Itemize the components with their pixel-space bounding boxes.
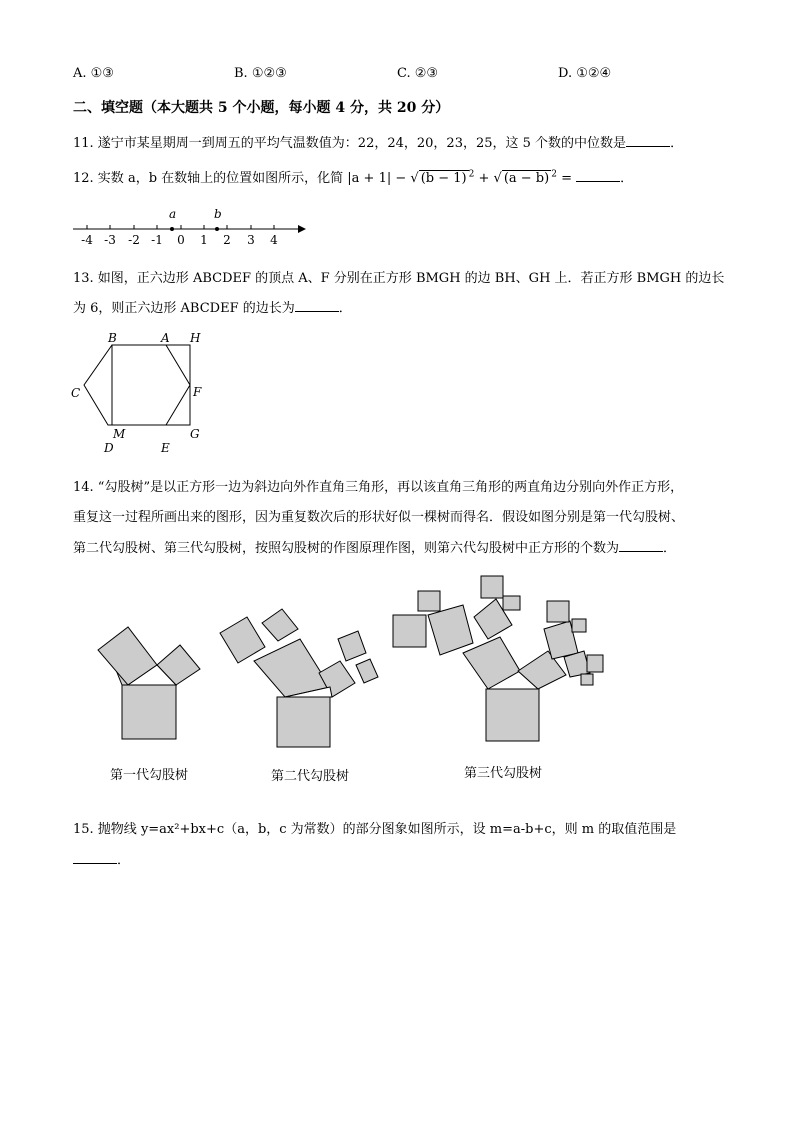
- tree-generation-1: [98, 627, 200, 739]
- radicand-2: (a − b): [503, 171, 550, 186]
- label-f: F: [193, 385, 202, 399]
- question-13-text: 为 6，则正六边形 ABCDEF 的边长为: [73, 301, 295, 316]
- tick-label: 0: [177, 233, 185, 247]
- question-11-text: 11. 遂宁市某星期周一到周五的平均气温数值为：22，24，20，23，25，这 5 个数的中位数是: [73, 136, 627, 151]
- tree2-base-square: [277, 697, 330, 747]
- label-a: a: [169, 207, 177, 221]
- number-line-figure: [70, 202, 310, 248]
- tree3-lll-square: [393, 615, 426, 647]
- answer-blank-14: [619, 539, 663, 552]
- period: ．: [117, 853, 131, 868]
- label-c: C: [71, 386, 81, 400]
- tree-generation-2: [220, 609, 378, 747]
- question-12-text: 12. 实数 a，b 在数轴上的位置如图所示，化简: [73, 171, 344, 186]
- tick-label: -3: [104, 233, 116, 247]
- answer-blank-12: [576, 169, 620, 182]
- tree3-rrr-square: [581, 674, 593, 685]
- tree2-rr-square: [356, 659, 378, 683]
- tree2-lr-square: [262, 609, 298, 641]
- tree3-ll-square: [428, 605, 473, 655]
- tree-generation-3: [393, 576, 603, 741]
- choice-a: A. ①③: [73, 66, 114, 81]
- label-a: A: [161, 331, 170, 345]
- question-15-line2: [73, 849, 130, 868]
- tick-label: 4: [270, 233, 278, 247]
- tick-label: 1: [200, 233, 208, 247]
- label-b: B: [108, 331, 117, 345]
- expression-abs: |a + 1| −: [347, 171, 407, 186]
- tree3-rll-square: [547, 601, 569, 622]
- label-h: H: [190, 331, 201, 345]
- equals-sign: =: [561, 171, 572, 186]
- point-b: [215, 227, 219, 231]
- tick-label: -1: [151, 233, 163, 247]
- question-14-line1: 14. “勾股树”是以正方形一边为斜边向外作直角三角形，再以该直角三角形的两直角边分别向外作正方形，: [73, 480, 684, 495]
- plus-sign: +: [478, 171, 490, 186]
- square-bmgh: [112, 345, 190, 425]
- tree1-base-square: [122, 685, 176, 739]
- choice-d: D. ①②④: [558, 66, 612, 81]
- answer-blank-15: [73, 851, 117, 864]
- question-13-line1: 13. 如图，正六边形 ABCDEF 的顶点 A、F 分别在正方形 BMGH 的边 BH、GH 上．若正方形 BMGH 的边长: [73, 271, 725, 286]
- tree3-lrr-square: [503, 596, 520, 610]
- tree2-ll-square: [220, 617, 265, 663]
- tick-label: -4: [81, 233, 93, 247]
- tree3-lrl-square: [481, 576, 503, 598]
- label-d: D: [104, 441, 114, 455]
- hexagon-abcdef: [84, 345, 190, 425]
- caption-tree-1: 第一代勾股树: [110, 768, 189, 783]
- period: ．: [620, 171, 634, 186]
- period: ．: [338, 301, 352, 316]
- number-line-arrow: [298, 225, 306, 233]
- section-title: 二、填空题（本大题共 5 个小题，每小题 4 分，共 20 分）: [73, 100, 450, 116]
- choice-c: C. ②③: [397, 66, 439, 81]
- tree2-rl-square: [338, 631, 366, 661]
- tree3-llr-square: [418, 591, 440, 611]
- question-11: [73, 132, 683, 151]
- period: ．: [670, 136, 684, 151]
- exponent-1: 2: [468, 169, 475, 180]
- pythagoras-trees-figure: [0, 565, 794, 790]
- caption-tree-3: 第三代勾股树: [464, 766, 543, 781]
- label-g: G: [190, 427, 200, 441]
- radical-1: √ (b − 1) $^2$: [410, 169, 475, 186]
- tree3-rlr-square: [572, 619, 586, 632]
- label-m: M: [113, 427, 126, 441]
- question-14-line2: 重复这一过程所画出来的图形，因为重复数次后的形状好似一棵树而得名．假设如图分别是第一代勾股树、: [73, 510, 685, 525]
- question-15-line1: 15. 抛物线 y=ax²+bx+c（a，b，c 为常数）的部分图象如图所示，设 m=a-b+c，则 m 的取值范围是: [73, 822, 677, 837]
- label-e: E: [161, 441, 170, 455]
- exponent-2: 2: [551, 169, 557, 180]
- tick-label: -2: [128, 233, 140, 247]
- period: ．: [663, 541, 677, 556]
- answer-blank-11: [626, 134, 670, 147]
- hexagon-square-figure: [68, 328, 218, 456]
- tree3-left-square: [463, 637, 520, 689]
- radicand-1: (b − 1): [420, 171, 467, 186]
- question-14-line3: [73, 537, 676, 556]
- question-14-text: 第二代勾股树、第三代勾股树，按照勾股树的作图原理作图，则第六代勾股树中正方形的个数为: [73, 541, 620, 556]
- radical-2: √ (a − b) $^2$: [493, 169, 557, 186]
- question-12: [73, 167, 633, 186]
- caption-tree-2: 第二代勾股树: [271, 769, 350, 784]
- question-13-line2: [73, 297, 352, 316]
- answer-blank-13: [295, 299, 339, 312]
- tree3-rrl-square: [587, 655, 603, 672]
- label-b: b: [214, 207, 222, 221]
- tick-label: 2: [223, 233, 231, 247]
- tree2-left-square: [254, 639, 330, 697]
- point-a: [170, 227, 174, 231]
- choice-b: B. ①②③: [234, 66, 287, 81]
- tree3-base-square: [486, 689, 539, 741]
- tick-label: 3: [247, 233, 255, 247]
